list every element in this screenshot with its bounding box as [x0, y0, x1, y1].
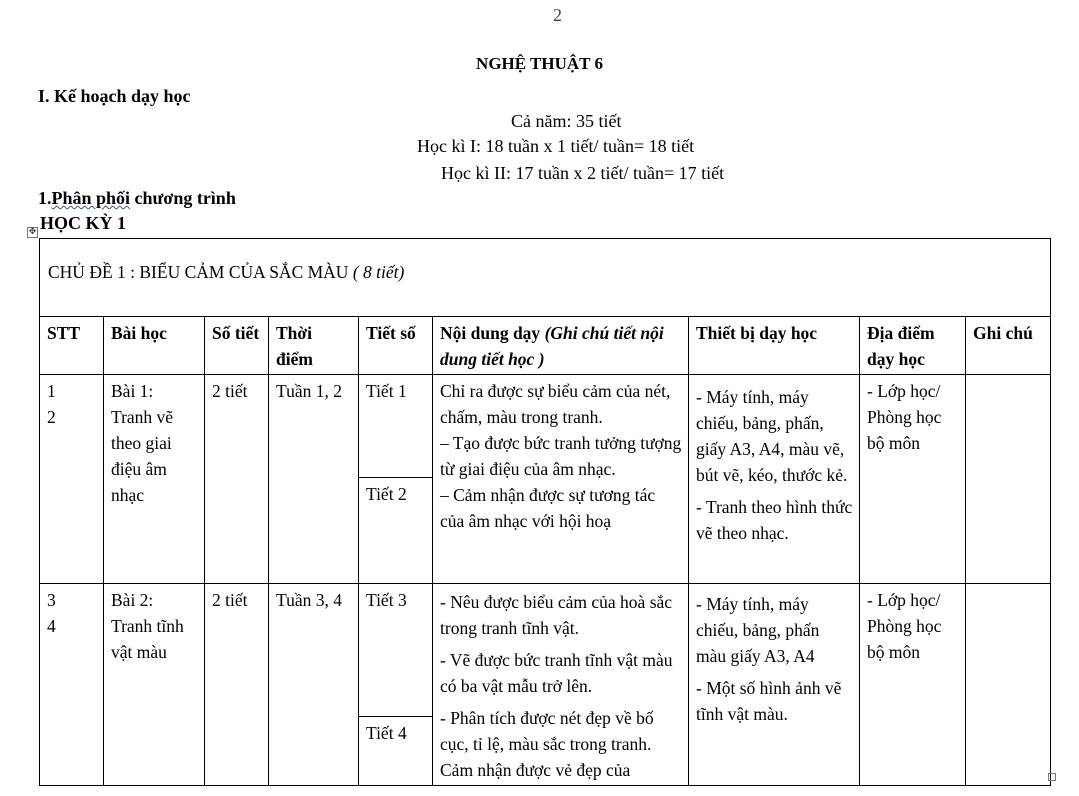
content-line: - Phân tích được nét đẹp về bố cục, tỉ lệ, màu sắc trong tranh. Cảm nhận được vẻ đẹp của — [440, 708, 654, 780]
cell-period-b: Tiết 4 — [359, 716, 433, 785]
cell-location: - Lớp học/ Phòng học bộ môn — [860, 584, 966, 786]
cell-equipment — [689, 584, 860, 786]
equipment-line: - Tranh theo hình thức vẽ theo nhạc. — [696, 497, 853, 543]
table-header-row — [40, 317, 1051, 375]
curriculum-table — [39, 238, 1051, 786]
cell-lesson: Bài 2: Tranh tĩnh vật màu — [104, 584, 205, 786]
cell-note — [966, 375, 1051, 584]
summary-line-3: Học kì II: 17 tuần x 2 tiết/ tuần= 17 tiết — [441, 163, 725, 183]
subsection-rest: chương trình — [130, 188, 236, 208]
header-stt: STT — [40, 317, 104, 375]
content-line: – Tạo được bức tranh tưởng tượng từ giai điệu của âm nhạc. — [440, 433, 682, 479]
content-line: - Nêu được biểu cảm của hoà sắc trong tranh tĩnh vật. — [440, 592, 673, 638]
cell-content — [433, 375, 689, 584]
cell-location: - Lớp học/ Phòng học bộ môn — [860, 375, 966, 584]
cell-period-a: Tiết 1 — [359, 375, 433, 478]
header-periods: Số tiết — [205, 317, 269, 375]
content-line: – Cảm nhận được sự tương tác của âm nhạc với hội hoạ — [440, 485, 656, 531]
equipment-line: - Máy tính, máy chiếu, bảng, phấn, giấy A3, A4, màu vẽ, bút vẽ, kéo, thước kẻ. — [696, 387, 848, 485]
cell-stt: 3 4 — [40, 584, 104, 786]
summary-line-2: Học kì I: 18 tuần x 1 tiết/ tuần= 18 tiết — [417, 136, 695, 156]
table-row — [40, 584, 1051, 717]
content-line: - Vẽ được bức tranh tĩnh vật màu có ba vật mẫu trở lên. — [440, 650, 673, 696]
topic-heading — [40, 239, 1051, 317]
cell-period-a: Tiết 3 — [359, 584, 433, 717]
cell-time: Tuần 3, 4 — [269, 584, 359, 786]
header-content — [433, 317, 689, 375]
table-row — [40, 375, 1051, 478]
header-content-label: Nội dung dạy — [440, 323, 545, 343]
header-content-note: (Ghi chú tiết nội dung tiết học ) — [440, 323, 664, 369]
cell-period-b: Tiết 2 — [359, 478, 433, 584]
header-location: Địa điểm dạy học — [860, 317, 966, 375]
equipment-line: - Máy tính, máy chiếu, bảng, phấn màu giấy A3, A4 — [696, 594, 820, 666]
cell-note — [966, 584, 1051, 786]
topic-label: CHỦ ĐỀ 1 : BIỂU CẢM CỦA SẮC MÀU — [48, 262, 353, 282]
document-title: NGHỆ THUẬT 6 — [476, 54, 603, 73]
summary-line-1: Cả năm: 35 tiết — [511, 111, 622, 131]
cell-periods: 2 tiết — [205, 375, 269, 584]
page-number: 2 — [553, 5, 562, 25]
table-resize-handle[interactable] — [1048, 773, 1056, 781]
header-time: Thời điểm — [269, 317, 359, 375]
cell-stt: 1 2 — [40, 375, 104, 584]
header-period-no: Tiết số — [359, 317, 433, 375]
semester-heading: HỌC KỲ 1 — [40, 213, 127, 233]
equipment-line: - Một số hình ảnh vẽ tĩnh vật màu. — [696, 678, 842, 724]
table-move-handle-icon[interactable]: ✥ — [28, 227, 37, 237]
section-heading: I. Kế hoạch dạy học — [38, 86, 191, 106]
cell-periods: 2 tiết — [205, 584, 269, 786]
header-equipment: Thiết bị dạy học — [689, 317, 860, 375]
cell-lesson: Bài 1: Tranh vẽ theo giai điệu âm nhạc — [104, 375, 205, 584]
cell-time: Tuần 1, 2 — [269, 375, 359, 584]
subsection-prefix: 1. — [38, 188, 52, 208]
cell-equipment — [689, 375, 860, 584]
header-note: Ghi chú — [966, 317, 1051, 375]
spellcheck-word[interactable]: Phân phối — [51, 188, 131, 208]
cell-content — [433, 584, 689, 786]
topic-periods: ( 8 tiết) — [352, 262, 405, 282]
subsection-heading — [38, 188, 236, 209]
content-line: Chỉ ra được sự biểu cảm của nét, chấm, màu trong tranh. — [440, 381, 671, 427]
header-lesson: Bài học — [104, 317, 205, 375]
